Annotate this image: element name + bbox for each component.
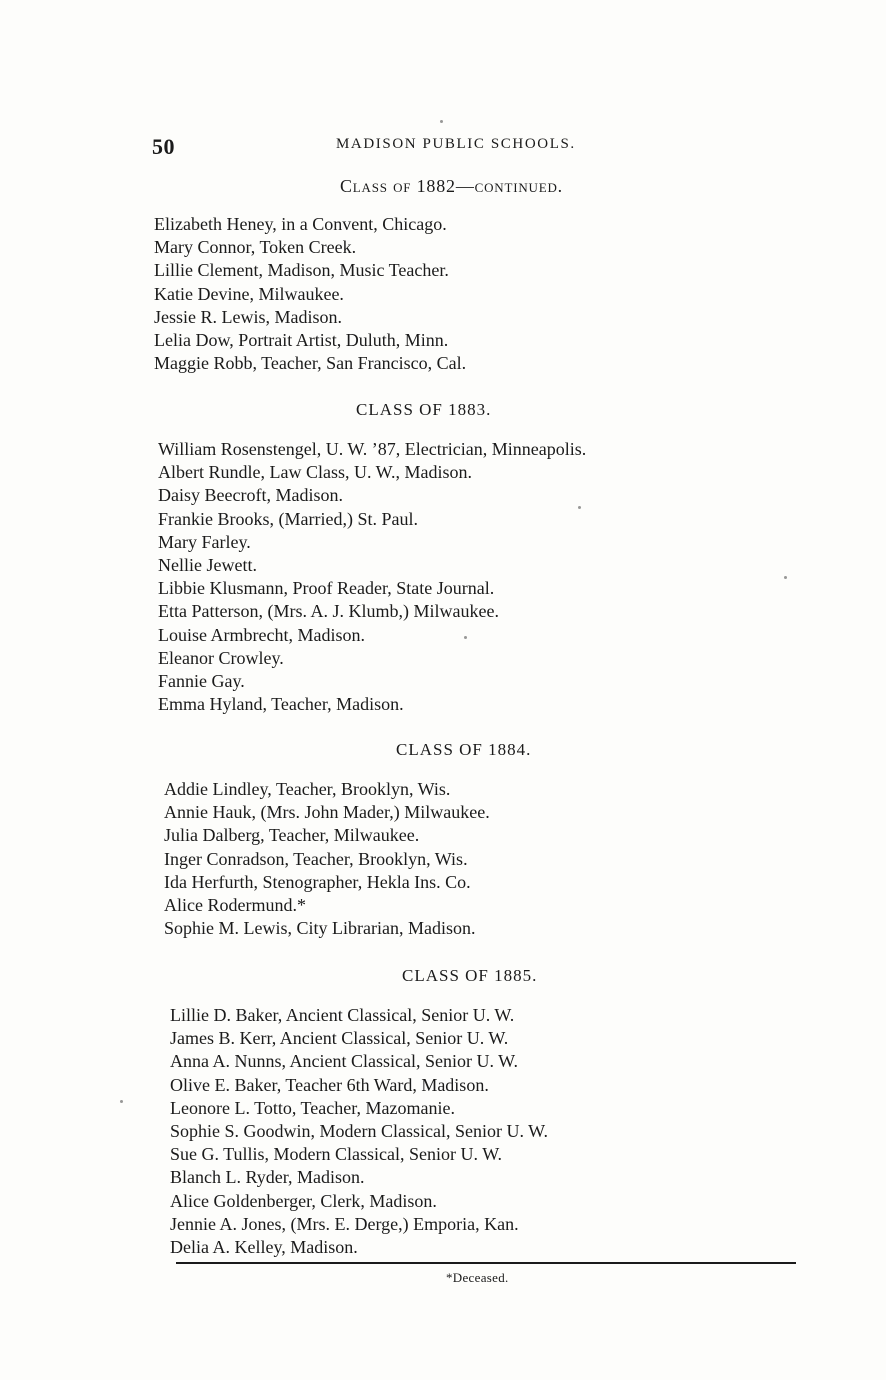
entry-list-1883 xyxy=(158,438,586,716)
list-item: Mary Connor, Token Creek. xyxy=(154,237,357,258)
list-item: Alice Rodermund.* xyxy=(164,894,306,915)
list-item: Julia Dalberg, Teacher, Milwaukee. xyxy=(164,825,420,846)
running-title: MADISON PUBLIC SCHOOLS. xyxy=(336,136,576,152)
list-item: Eleanor Crowley. xyxy=(158,647,284,668)
list-item: Anna A. Nunns, Ancient Classical, Senior U. W. xyxy=(170,1051,518,1072)
section-heading-1884: CLASS OF 1884. xyxy=(396,740,532,759)
list-item: Libbie Klusmann, Proof Reader, State Journal. xyxy=(158,578,495,599)
list-item: Delia A. Kelley, Madison. xyxy=(170,1236,358,1257)
list-item: Lelia Dow, Portrait Artist, Duluth, Minn. xyxy=(154,329,449,350)
scan-speck xyxy=(784,576,787,579)
list-item: Annie Hauk, (Mrs. John Mader,) Milwaukee. xyxy=(164,802,490,823)
list-item: Blanch L. Ryder, Madison. xyxy=(170,1167,365,1188)
list-item: Leonore L. Totto, Teacher, Mazomanie. xyxy=(170,1097,455,1118)
list-item: Emma Hyland, Teacher, Madison. xyxy=(158,694,404,715)
scan-speck xyxy=(440,120,443,123)
list-item: Jennie A. Jones, (Mrs. E. Derge,) Emporia, Kan. xyxy=(170,1213,519,1234)
list-item: Daisy Beecroft, Madison. xyxy=(158,485,343,506)
page-number: 50 xyxy=(152,134,175,159)
list-item: Albert Rundle, Law Class, U. W., Madison. xyxy=(158,462,472,483)
footnote-rule xyxy=(176,1262,796,1264)
list-item: Lillie D. Baker, Ancient Classical, Senior U. W. xyxy=(170,1005,515,1025)
list-item: Inger Conradson, Teacher, Brooklyn, Wis. xyxy=(164,848,468,869)
list-item: Frankie Brooks, (Married,) St. Paul. xyxy=(158,508,418,529)
list-item: Addie Lindley, Teacher, Brooklyn, Wis. xyxy=(164,779,451,799)
entry-list-1884 xyxy=(164,778,490,940)
list-item: Elizabeth Heney, in a Convent, Chicago. xyxy=(154,214,447,234)
list-item: Sophie M. Lewis, City Librarian, Madison. xyxy=(164,918,476,939)
scan-speck xyxy=(120,1100,123,1103)
list-item: Olive E. Baker, Teacher 6th Ward, Madison. xyxy=(170,1074,489,1095)
list-item: Fannie Gay. xyxy=(158,670,245,691)
entry-list-1882 xyxy=(154,213,466,375)
list-item: Sophie S. Goodwin, Modern Classical, Senior U. W. xyxy=(170,1120,548,1141)
list-item: Etta Patterson, (Mrs. A. J. Klumb,) Milwaukee. xyxy=(158,601,499,622)
list-item: James B. Kerr, Ancient Classical, Senior U. W. xyxy=(170,1028,509,1049)
list-item: Jessie R. Lewis, Madison. xyxy=(154,306,342,327)
section-heading-1883: CLASS OF 1883. xyxy=(356,400,492,419)
list-item: Maggie Robb, Teacher, San Francisco, Cal. xyxy=(154,353,467,374)
list-item: Sue G. Tullis, Modern Classical, Senior U. W. xyxy=(170,1144,503,1165)
list-item: Mary Farley. xyxy=(158,531,251,552)
list-item: William Rosenstengel, U. W. ’87, Electrician, Minneapolis. xyxy=(158,439,587,459)
entry-list-1885 xyxy=(170,1004,548,1259)
scan-speck xyxy=(464,636,467,639)
list-item: Alice Goldenberger, Clerk, Madison. xyxy=(170,1190,437,1211)
list-item: Ida Herfurth, Stenographer, Hekla Ins. Co. xyxy=(164,871,471,892)
list-item: Nellie Jewett. xyxy=(158,554,257,575)
list-item: Louise Armbrecht, Madison. xyxy=(158,624,365,645)
section-heading-1882: Class of 1882—continued. xyxy=(340,176,563,196)
footnote: *Deceased. xyxy=(446,1270,509,1285)
list-item: Katie Devine, Milwaukee. xyxy=(154,283,344,304)
section-heading-1885: CLASS OF 1885. xyxy=(402,966,538,985)
list-item: Lillie Clement, Madison, Music Teacher. xyxy=(154,260,449,281)
scan-speck xyxy=(578,506,581,509)
